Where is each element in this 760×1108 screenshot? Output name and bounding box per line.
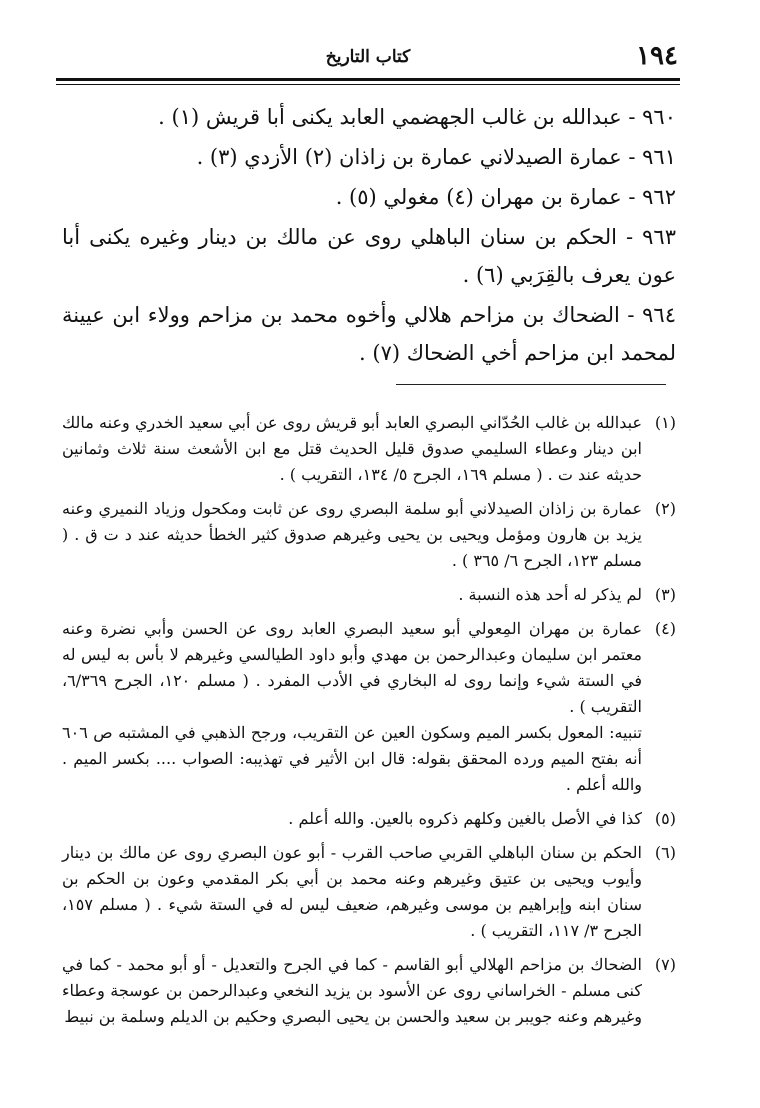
entry-963: ٩٦٣ - الحكم بن سنان الباهلي روى عن مالك بن دينار وغيره يكنى أبا عون يعرف بالقِرَبي (٦) . bbox=[62, 225, 676, 287]
footnote-text: لم يذكر له أحد هذه النسبة . bbox=[458, 585, 642, 604]
entry-964: ٩٦٤ - الضحاك بن مزاحم هلالي وأخوه محمد بن مزاحم وولاء ابن عيينة لمحمد ابن مزاحم أخي الضحاك (٧) . bbox=[62, 303, 676, 365]
footnote-text: عبدالله بن غالب الحُدّاني البصري العابد أبو قريش روى عن أبي سعيد الخدري وعنه مالك ابن دينار وعطاء السليمي صدوق قليل الحديث قتل مع ابن الأشعث سنة ثلاث وثمانين حديثه عند ت . ( مسلم ١٦٩، الجرح ٥/ ١٣٤، التقريب ) . bbox=[62, 413, 642, 484]
page-number: ١٩٤ bbox=[636, 41, 678, 71]
footnote-text: الحكم بن سنان الباهلي القربي صاحب القرب - أبو عون البصري روى عن مالك بن دينار وأيوب ويحيى بن عتيق وغيرهم وعنه محمد بن أبي بكر المقدمي وعون بن الحكم بن سنان ابنه وإبراهيم بن موسى وغيرهم، ضعيف ليس له في الستة شيء . ( مسلم ١٥٧، الجرح ٣/ ١١٧، التقريب ) . bbox=[62, 843, 643, 940]
footnote-4 bbox=[62, 616, 676, 798]
footnote-divider bbox=[396, 384, 666, 385]
footnote-number: (٤) bbox=[654, 619, 676, 638]
footnotes bbox=[62, 410, 676, 1038]
entries-list bbox=[62, 98, 676, 374]
footnote-1 bbox=[62, 410, 676, 488]
header-rule-thin bbox=[56, 84, 680, 85]
footnote-number: (٢) bbox=[654, 499, 676, 518]
footnote-number: (٣) bbox=[654, 585, 676, 604]
footnote-note-text: تنبيه: المعول بكسر الميم وسكون العين عن التقريب، ورجح الذهبي في المشتبه ص ٦٠٦ أنه بفتح الميم ورده المحقق بقوله: قال ابن الأثير في تهذيبه: الصواب .... بكسر الميم . والله أعلم . bbox=[62, 723, 642, 794]
entry-960: ٩٦٠ - عبدالله بن غالب الجهضمي العابد يكنى أبا قريش (١) . bbox=[158, 105, 676, 129]
footnote-number: (٦) bbox=[654, 843, 676, 862]
footnote-number: (١) bbox=[654, 413, 676, 432]
footnote-text: عمارة بن زاذان الصيدلاني أبو سلمة البصري روى عن ثابت ومكحول وزياد النميري وعنه يزيد بن هارون ومؤمل ويحيى بن يحيى وغيرهم صدوق كثير الخطأ حديثه عند د ت ق . ( مسلم ١٢٣، الجرح ٦/ ٣٦٥ ) . bbox=[62, 499, 642, 570]
footnote-number: (٧) bbox=[654, 955, 676, 974]
footnote-text: كذا في الأصل بالغين وكلهم ذكروه بالعين. والله أعلم . bbox=[288, 809, 642, 828]
entry-961: ٩٦١ - عمارة الصيدلاني عمارة بن زاذان (٢) الأزدي (٣) . bbox=[196, 145, 676, 169]
header-rule-thick bbox=[56, 78, 680, 81]
footnote-text: عمارة بن مهران المِعولي أبو سعيد البصري العابد روى عن الحسن وأبي نضرة وعنه معتمر ابن سليمان وعبدالرحمن بن مهدي وأبو داود الطيالسي وغيرهم لا بأس به ليس له في الستة شيء وإنما روى له البخاري في الأدب المفرد . ( مسلم ١٢٠، الجرح ٦/٣٦٩، التقريب ) . bbox=[62, 619, 643, 716]
footnote-3 bbox=[62, 582, 676, 608]
footnote-2 bbox=[62, 496, 676, 574]
footnote-7 bbox=[62, 952, 676, 1030]
footnote-number: (٥) bbox=[654, 809, 676, 828]
running-title: كتاب التاريخ bbox=[325, 47, 411, 67]
page-header bbox=[58, 38, 678, 74]
footnote-5 bbox=[62, 806, 676, 832]
entry-962: ٩٦٢ - عمارة بن مهران (٤) مغولي (٥) . bbox=[335, 185, 676, 209]
footnote-6 bbox=[62, 840, 676, 944]
footnote-text: الضحاك بن مزاحم الهلالي أبو القاسم - كما في الجرح والتعديل - أو أبو محمد - كما في كنى مسلم - الخراساني روى عن الأسود بن يزيد النخعي وعبدالرحمن بن عوسجة وعطاء وغيرهم وعنه جويبر بن سعيد والحسن بن يحيى البصري وحكيم بن الديلم وسلمة بن نبيط bbox=[62, 955, 642, 1026]
